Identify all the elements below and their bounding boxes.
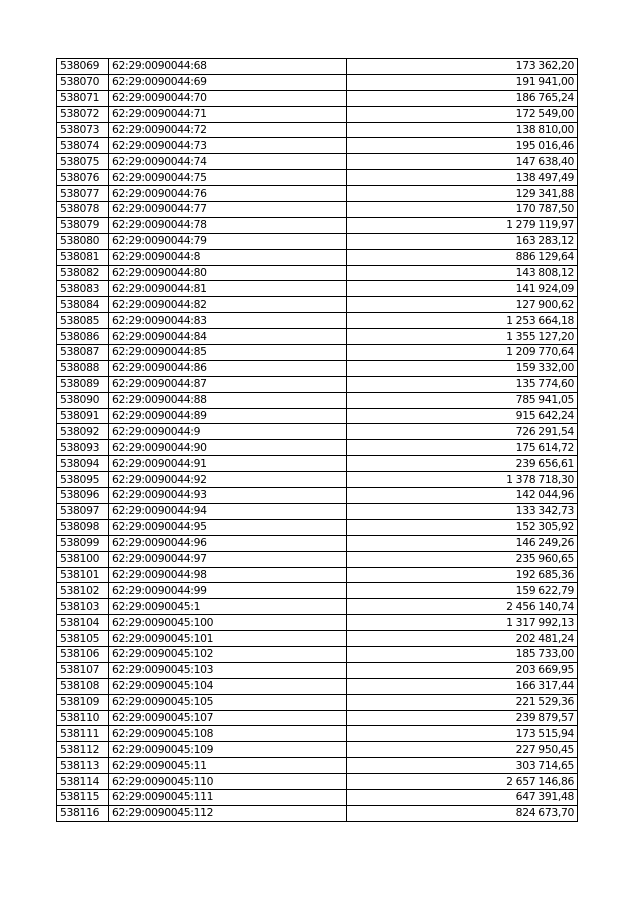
record-number-cell: 538114 <box>57 774 109 790</box>
cadastral-value-cell: 159 332,00 <box>347 360 578 376</box>
table-row <box>57 631 578 647</box>
record-number-cell: 538076 <box>57 170 109 186</box>
table-row <box>57 154 578 170</box>
table-row <box>57 122 578 138</box>
record-number-cell: 538087 <box>57 345 109 361</box>
cadastral-value-cell: 221 529,36 <box>347 694 578 710</box>
cadastral-value-cell: 192 685,36 <box>347 567 578 583</box>
record-number-cell: 538075 <box>57 154 109 170</box>
table-row <box>57 74 578 90</box>
cadastral-value-cell: 185 733,00 <box>347 646 578 662</box>
cadastral-value-cell: 147 638,40 <box>347 154 578 170</box>
cadastral-number-cell: 62:29:0090044:86 <box>109 360 347 376</box>
cadastral-number-cell: 62:29:0090044:87 <box>109 376 347 392</box>
cadastral-number-cell: 62:29:0090045:1 <box>109 599 347 615</box>
cadastral-value-cell: 915 642,24 <box>347 408 578 424</box>
cadastral-number-cell: 62:29:0090044:95 <box>109 519 347 535</box>
cadastral-value-cell: 127 900,62 <box>347 297 578 313</box>
table-row <box>57 758 578 774</box>
cadastral-number-cell: 62:29:0090044:88 <box>109 392 347 408</box>
cadastral-number-cell: 62:29:0090044:80 <box>109 265 347 281</box>
table-row <box>57 488 578 504</box>
record-number-cell: 538070 <box>57 74 109 90</box>
cadastral-value-cell: 726 291,54 <box>347 424 578 440</box>
cadastral-value-cell: 203 669,95 <box>347 662 578 678</box>
cadastral-value-cell: 129 341,88 <box>347 186 578 202</box>
record-number-cell: 538102 <box>57 583 109 599</box>
table-row <box>57 742 578 758</box>
cadastral-value-cell: 138 810,00 <box>347 122 578 138</box>
cadastral-value-cell: 173 515,94 <box>347 726 578 742</box>
record-number-cell: 538092 <box>57 424 109 440</box>
table-row <box>57 217 578 233</box>
record-number-cell: 538100 <box>57 551 109 567</box>
table-row <box>57 90 578 106</box>
table-row <box>57 535 578 551</box>
cadastral-value-cell: 303 714,65 <box>347 758 578 774</box>
cadastral-value-cell: 647 391,48 <box>347 789 578 805</box>
record-number-cell: 538094 <box>57 456 109 472</box>
cadastral-number-cell: 62:29:0090045:102 <box>109 646 347 662</box>
cadastral-value-cell: 235 960,65 <box>347 551 578 567</box>
cadastral-number-cell: 62:29:0090045:109 <box>109 742 347 758</box>
cadastral-value-cell: 143 808,12 <box>347 265 578 281</box>
cadastral-number-cell: 62:29:0090044:82 <box>109 297 347 313</box>
cadastral-number-cell: 62:29:0090044:72 <box>109 122 347 138</box>
record-number-cell: 538111 <box>57 726 109 742</box>
record-number-cell: 538101 <box>57 567 109 583</box>
cadastral-number-cell: 62:29:0090044:76 <box>109 186 347 202</box>
cadastral-number-cell: 62:29:0090044:85 <box>109 345 347 361</box>
table-row <box>57 615 578 631</box>
cadastral-value-cell: 785 941,05 <box>347 392 578 408</box>
record-number-cell: 538113 <box>57 758 109 774</box>
table-row <box>57 297 578 313</box>
table-row <box>57 345 578 361</box>
cadastral-value-cell: 152 305,92 <box>347 519 578 535</box>
table-row <box>57 694 578 710</box>
record-number-cell: 538080 <box>57 233 109 249</box>
table-row <box>57 106 578 122</box>
record-number-cell: 538091 <box>57 408 109 424</box>
cadastral-number-cell: 62:29:0090044:83 <box>109 313 347 329</box>
record-number-cell: 538077 <box>57 186 109 202</box>
record-number-cell: 538110 <box>57 710 109 726</box>
cadastral-number-cell: 62:29:0090045:107 <box>109 710 347 726</box>
record-number-cell: 538082 <box>57 265 109 281</box>
cadastral-number-cell: 62:29:0090044:68 <box>109 59 347 75</box>
cadastral-value-cell: 133 342,73 <box>347 503 578 519</box>
cadastral-number-cell: 62:29:0090044:75 <box>109 170 347 186</box>
record-number-cell: 538090 <box>57 392 109 408</box>
table-row <box>57 646 578 662</box>
cadastral-number-cell: 62:29:0090045:104 <box>109 678 347 694</box>
cadastral-number-cell: 62:29:0090045:11 <box>109 758 347 774</box>
table-row <box>57 138 578 154</box>
cadastral-value-cell: 886 129,64 <box>347 249 578 265</box>
table-row <box>57 186 578 202</box>
cadastral-number-cell: 62:29:0090044:70 <box>109 90 347 106</box>
table-row <box>57 376 578 392</box>
cadastral-value-table <box>56 58 578 822</box>
cadastral-number-cell: 62:29:0090044:74 <box>109 154 347 170</box>
cadastral-number-cell: 62:29:0090044:9 <box>109 424 347 440</box>
table-row <box>57 360 578 376</box>
cadastral-value-cell: 135 774,60 <box>347 376 578 392</box>
table-row <box>57 233 578 249</box>
cadastral-number-cell: 62:29:0090044:77 <box>109 202 347 218</box>
record-number-cell: 538093 <box>57 440 109 456</box>
cadastral-number-cell: 62:29:0090044:98 <box>109 567 347 583</box>
table-row <box>57 313 578 329</box>
record-number-cell: 538088 <box>57 360 109 376</box>
table-row <box>57 583 578 599</box>
cadastral-value-cell: 1 378 718,30 <box>347 472 578 488</box>
record-number-cell: 538069 <box>57 59 109 75</box>
record-number-cell: 538112 <box>57 742 109 758</box>
table-row <box>57 281 578 297</box>
record-number-cell: 538071 <box>57 90 109 106</box>
record-number-cell: 538072 <box>57 106 109 122</box>
cadastral-number-cell: 62:29:0090044:89 <box>109 408 347 424</box>
cadastral-number-cell: 62:29:0090044:97 <box>109 551 347 567</box>
cadastral-number-cell: 62:29:0090044:93 <box>109 488 347 504</box>
cadastral-value-cell: 163 283,12 <box>347 233 578 249</box>
table-row <box>57 789 578 805</box>
record-number-cell: 538098 <box>57 519 109 535</box>
record-number-cell: 538103 <box>57 599 109 615</box>
cadastral-value-cell: 191 941,00 <box>347 74 578 90</box>
cadastral-value-cell: 1 209 770,64 <box>347 345 578 361</box>
record-number-cell: 538078 <box>57 202 109 218</box>
cadastral-value-cell: 186 765,24 <box>347 90 578 106</box>
table-row <box>57 170 578 186</box>
cadastral-value-cell: 172 549,00 <box>347 106 578 122</box>
record-number-cell: 538095 <box>57 472 109 488</box>
record-number-cell: 538083 <box>57 281 109 297</box>
table-row <box>57 662 578 678</box>
cadastral-value-cell: 195 016,46 <box>347 138 578 154</box>
record-number-cell: 538105 <box>57 631 109 647</box>
cadastral-value-cell: 202 481,24 <box>347 631 578 647</box>
table-row <box>57 329 578 345</box>
table-row <box>57 726 578 742</box>
cadastral-value-cell: 824 673,70 <box>347 805 578 821</box>
cadastral-number-cell: 62:29:0090044:81 <box>109 281 347 297</box>
record-number-cell: 538081 <box>57 249 109 265</box>
record-number-cell: 538116 <box>57 805 109 821</box>
cadastral-number-cell: 62:29:0090044:78 <box>109 217 347 233</box>
record-number-cell: 538104 <box>57 615 109 631</box>
record-number-cell: 538109 <box>57 694 109 710</box>
record-number-cell: 538115 <box>57 789 109 805</box>
cadastral-value-cell: 1 355 127,20 <box>347 329 578 345</box>
table-row <box>57 503 578 519</box>
cadastral-value-cell: 170 787,50 <box>347 202 578 218</box>
table-row <box>57 392 578 408</box>
cadastral-value-cell: 146 249,26 <box>347 535 578 551</box>
table-row <box>57 551 578 567</box>
cadastral-number-cell: 62:29:0090044:91 <box>109 456 347 472</box>
cadastral-number-cell: 62:29:0090044:79 <box>109 233 347 249</box>
cadastral-number-cell: 62:29:0090044:69 <box>109 74 347 90</box>
record-number-cell: 538108 <box>57 678 109 694</box>
cadastral-number-cell: 62:29:0090044:84 <box>109 329 347 345</box>
table-row <box>57 519 578 535</box>
table-row <box>57 567 578 583</box>
cadastral-number-cell: 62:29:0090045:108 <box>109 726 347 742</box>
table-row <box>57 710 578 726</box>
cadastral-number-cell: 62:29:0090045:103 <box>109 662 347 678</box>
record-number-cell: 538074 <box>57 138 109 154</box>
table-row <box>57 408 578 424</box>
table-row <box>57 599 578 615</box>
cadastral-value-cell: 175 614,72 <box>347 440 578 456</box>
record-number-cell: 538089 <box>57 376 109 392</box>
cadastral-value-cell: 239 879,57 <box>347 710 578 726</box>
cadastral-number-cell: 62:29:0090044:73 <box>109 138 347 154</box>
record-number-cell: 538107 <box>57 662 109 678</box>
record-number-cell: 538079 <box>57 217 109 233</box>
table-row <box>57 774 578 790</box>
cadastral-value-cell: 1 279 119,97 <box>347 217 578 233</box>
cadastral-value-cell: 2 456 140,74 <box>347 599 578 615</box>
cadastral-value-cell: 173 362,20 <box>347 59 578 75</box>
record-number-cell: 538099 <box>57 535 109 551</box>
table-row <box>57 202 578 218</box>
cadastral-value-cell: 1 317 992,13 <box>347 615 578 631</box>
table-row <box>57 265 578 281</box>
record-number-cell: 538085 <box>57 313 109 329</box>
cadastral-value-cell: 141 924,09 <box>347 281 578 297</box>
record-number-cell: 538086 <box>57 329 109 345</box>
table-row <box>57 59 578 75</box>
cadastral-number-cell: 62:29:0090044:8 <box>109 249 347 265</box>
record-number-cell: 538073 <box>57 122 109 138</box>
cadastral-value-cell: 138 497,49 <box>347 170 578 186</box>
cadastral-number-cell: 62:29:0090045:105 <box>109 694 347 710</box>
table-row <box>57 678 578 694</box>
cadastral-number-cell: 62:29:0090044:99 <box>109 583 347 599</box>
cadastral-value-cell: 227 950,45 <box>347 742 578 758</box>
record-number-cell: 538084 <box>57 297 109 313</box>
cadastral-value-cell: 2 657 146,86 <box>347 774 578 790</box>
cadastral-value-cell: 159 622,79 <box>347 583 578 599</box>
cadastral-number-cell: 62:29:0090045:100 <box>109 615 347 631</box>
cadastral-number-cell: 62:29:0090044:92 <box>109 472 347 488</box>
cadastral-number-cell: 62:29:0090044:90 <box>109 440 347 456</box>
cadastral-number-cell: 62:29:0090044:96 <box>109 535 347 551</box>
table-row <box>57 805 578 821</box>
record-number-cell: 538106 <box>57 646 109 662</box>
cadastral-value-cell: 1 253 664,18 <box>347 313 578 329</box>
cadastral-value-cell: 166 317,44 <box>347 678 578 694</box>
table-row <box>57 424 578 440</box>
cadastral-number-cell: 62:29:0090044:71 <box>109 106 347 122</box>
cadastral-number-cell: 62:29:0090045:101 <box>109 631 347 647</box>
cadastral-value-cell: 142 044,96 <box>347 488 578 504</box>
record-number-cell: 538097 <box>57 503 109 519</box>
cadastral-number-cell: 62:29:0090045:111 <box>109 789 347 805</box>
table-row <box>57 440 578 456</box>
cadastral-value-cell: 239 656,61 <box>347 456 578 472</box>
record-number-cell: 538096 <box>57 488 109 504</box>
table-row <box>57 456 578 472</box>
table-body <box>57 59 578 822</box>
table-row <box>57 249 578 265</box>
cadastral-number-cell: 62:29:0090045:110 <box>109 774 347 790</box>
cadastral-number-cell: 62:29:0090045:112 <box>109 805 347 821</box>
table-row <box>57 472 578 488</box>
cadastral-number-cell: 62:29:0090044:94 <box>109 503 347 519</box>
